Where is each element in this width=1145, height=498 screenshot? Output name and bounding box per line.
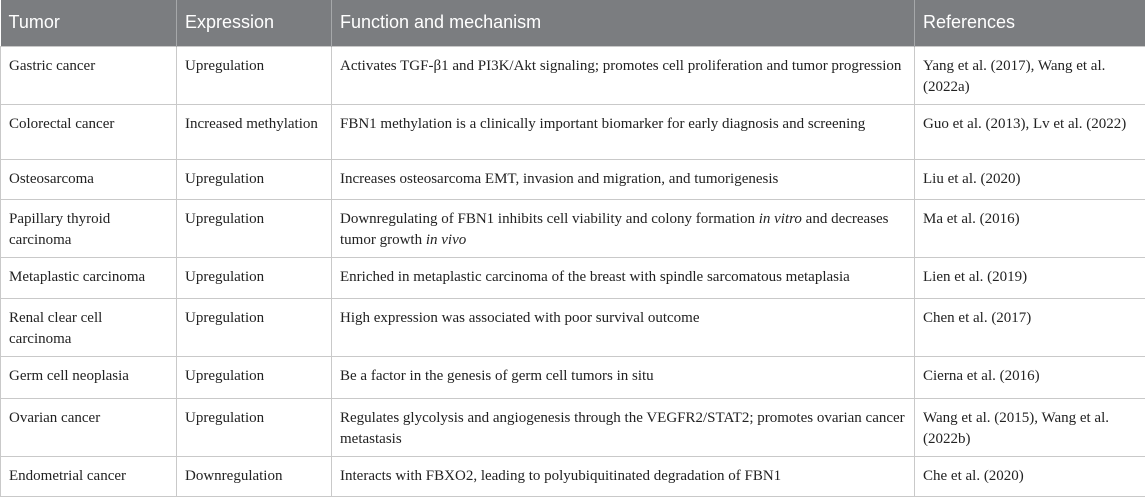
cell-references: Cierna et al. (2016) bbox=[915, 356, 1145, 398]
cell-references: Ma et al. (2016) bbox=[915, 199, 1145, 257]
table-row bbox=[1, 398, 1145, 456]
function-text: Be a factor in the genesis of germ cell tumors in situ bbox=[340, 367, 654, 384]
function-text: FBN1 methylation is a clinically important biomarker for early diagnosis and screening bbox=[340, 115, 866, 132]
table-row bbox=[1, 456, 1145, 496]
cell-expression: Upregulation bbox=[177, 298, 332, 356]
header-expression: Expression bbox=[177, 0, 332, 46]
function-text: Interacts with FBXO2, leading to polyubiquitinated degradation of FBN1 bbox=[340, 467, 782, 484]
table-row bbox=[1, 104, 1145, 159]
cell-function bbox=[332, 199, 915, 257]
cell-expression: Upregulation bbox=[177, 356, 332, 398]
cell-expression: Upregulation bbox=[177, 159, 332, 199]
function-text: High expression was associated with poor survival outcome bbox=[340, 309, 700, 326]
cell-references: Wang et al. (2015), Wang et al. (2022b) bbox=[915, 398, 1145, 456]
cell-tumor: Gastric cancer bbox=[1, 46, 177, 104]
cell-references: Liu et al. (2020) bbox=[915, 159, 1145, 199]
function-text: Activates TGF-β1 and PI3K/Akt signaling; promotes cell proliferation and tumor progression bbox=[340, 57, 902, 74]
table-header bbox=[1, 0, 1145, 46]
table-row bbox=[1, 257, 1145, 298]
cell-function bbox=[332, 104, 915, 159]
cell-tumor: Germ cell neoplasia bbox=[1, 356, 177, 398]
header-row bbox=[1, 0, 1145, 46]
function-text: Downregulating of FBN1 inhibits cell viability and colony formation bbox=[340, 210, 759, 227]
function-italic-text: in vitro bbox=[758, 210, 802, 227]
cell-function bbox=[332, 398, 915, 456]
cell-references: Che et al. (2020) bbox=[915, 456, 1145, 496]
function-italic-text: in vivo bbox=[425, 231, 467, 248]
function-text: Enriched in metaplastic carcinoma of the breast with spindle sarcomatous metaplasia bbox=[340, 268, 850, 285]
cell-expression: Downregulation bbox=[177, 456, 332, 496]
function-text: Increases osteosarcoma EMT, invasion and migration, and tumorigenesis bbox=[340, 170, 779, 187]
cell-expression: Increased methylation bbox=[177, 104, 332, 159]
cell-function bbox=[332, 159, 915, 199]
table-body bbox=[1, 46, 1145, 496]
cell-expression: Upregulation bbox=[177, 257, 332, 298]
cell-references: Guo et al. (2013), Lv et al. (2022) bbox=[915, 104, 1145, 159]
cell-function bbox=[332, 257, 915, 298]
table-row bbox=[1, 199, 1145, 257]
cell-tumor: Renal clear cell carcinoma bbox=[1, 298, 177, 356]
cell-tumor: Osteosarcoma bbox=[1, 159, 177, 199]
cell-function bbox=[332, 356, 915, 398]
header-references: References bbox=[915, 0, 1145, 46]
cell-tumor: Papillary thyroid carcinoma bbox=[1, 199, 177, 257]
cell-expression: Upregulation bbox=[177, 46, 332, 104]
table-row bbox=[1, 298, 1145, 356]
cell-tumor: Metaplastic carcinoma bbox=[1, 257, 177, 298]
header-tumor: Tumor bbox=[1, 0, 177, 46]
cell-expression: Upregulation bbox=[177, 398, 332, 456]
header-function: Function and mechanism bbox=[332, 0, 915, 46]
table-row bbox=[1, 356, 1145, 398]
function-text: and decreases tumor growth bbox=[340, 210, 889, 248]
table-row bbox=[1, 159, 1145, 199]
cell-tumor: Colorectal cancer bbox=[1, 104, 177, 159]
cell-references: Lien et al. (2019) bbox=[915, 257, 1145, 298]
cell-function bbox=[332, 298, 915, 356]
cell-function bbox=[332, 46, 915, 104]
cell-references: Chen et al. (2017) bbox=[915, 298, 1145, 356]
table-row bbox=[1, 46, 1145, 104]
cell-tumor: Ovarian cancer bbox=[1, 398, 177, 456]
cell-references: Yang et al. (2017), Wang et al. (2022a) bbox=[915, 46, 1145, 104]
cell-tumor: Endometrial cancer bbox=[1, 456, 177, 496]
cell-function bbox=[332, 456, 915, 496]
cell-expression: Upregulation bbox=[177, 199, 332, 257]
function-text: Regulates glycolysis and angiogenesis through the VEGFR2/STAT2; promotes ovarian cancer metastasis bbox=[340, 409, 905, 447]
